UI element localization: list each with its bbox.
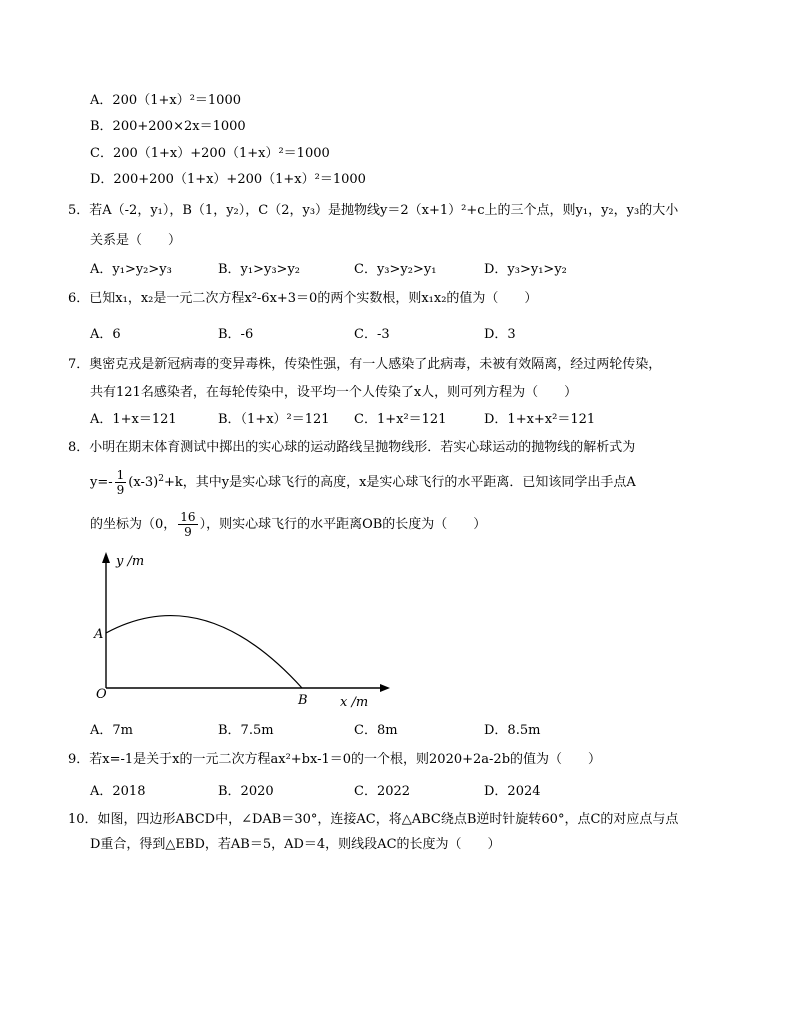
x-axis-label: x /m — [340, 695, 369, 710]
q8-stem-line2-text: ，其中y是实心球飞行的高度，x是实心球飞行的水平距离．已知该同学出手点A — [182, 475, 636, 490]
q7-stem-line1: 7．奥密克戎是新冠病毒的变异毒株，传染性强，有一人感染了此病毒，未被有效隔离，经过两轮传染， — [68, 357, 662, 372]
q8-fraction-num: 1 — [116, 468, 125, 482]
q8-formula-prefix: y=- — [90, 475, 113, 490]
q8-formula-fraction — [115, 468, 127, 497]
q7-option-b: B．（1+x）²＝121 — [218, 412, 330, 427]
q8-option-d: D．8.5m — [484, 723, 541, 738]
q10-stem-line1: 10．如图，四边形ABCD中，∠DAB＝30°，连接AC，将△ABC绕点B逆时针旋转60°，点C的对应点与点 — [68, 812, 679, 827]
q8-line3-text: ），则实心球飞行的水平距离OB的长度为（ ） — [199, 517, 487, 532]
y-axis-label: y /m — [116, 554, 145, 569]
q8-fraction-den: 9 — [116, 483, 125, 497]
point-b-label: B — [298, 693, 308, 708]
q8-formula-body: (x-3) — [128, 475, 159, 490]
q7-option-d: D．1+x+x²＝121 — [484, 412, 596, 427]
q8-option-c: C．8m — [354, 723, 398, 738]
q8-formula-suffix: +k — [163, 475, 183, 490]
q8-point-a-fraction — [178, 510, 197, 539]
q8-formula-exponent: 2 — [158, 474, 164, 484]
q8-line3-prefix: 的坐标为（0， — [90, 517, 177, 532]
q6-stem: 6．已知x₁，x₂是一元二次方程x²-6x+3＝0的两个实数根，则x₁x₂的值为（ ） — [68, 291, 538, 306]
q10-stem-line2: D重合，得到△EBD，若AB＝5，AD＝4，则线段AC的长度为（ ） — [90, 837, 501, 852]
q5-option-c: C．y₃>y₂>y₁ — [354, 262, 437, 277]
parabola-curve — [106, 616, 302, 688]
q5-option-b: B．y₁>y₃>y₂ — [218, 262, 301, 277]
point-a-label: A — [94, 627, 104, 642]
q9-option-b: B．2020 — [218, 784, 274, 799]
q4-option-d: D．200+200（1+x）+200（1+x）²＝1000 — [90, 172, 366, 187]
origin-label: O — [96, 687, 107, 702]
q9-option-d: D．2024 — [484, 784, 541, 799]
q6-option-b: B．-6 — [218, 327, 254, 342]
q5-stem-line2: 关系是（ ） — [90, 233, 182, 248]
q4-option-a: A．200（1+x）²＝1000 — [90, 93, 241, 108]
q8-point-fraction-den: 9 — [184, 525, 192, 539]
y-axis-arrow-icon — [102, 552, 110, 563]
q9-option-a: A．2018 — [90, 784, 146, 799]
q8-stem-line3 — [90, 508, 486, 542]
q5-option-d: D．y₃>y₁>y₂ — [484, 262, 567, 277]
q4-option-c: C．200（1+x）+200（1+x）²＝1000 — [90, 146, 330, 161]
q8-trajectory-graph — [84, 546, 404, 716]
q9-stem: 9．若x=-1是关于x的一元二次方程ax²+bx-1＝0的一个根，则2020+2a-2b的值为（ ） — [68, 752, 602, 767]
q6-option-a: A．6 — [90, 327, 121, 342]
q9-option-c: C．2022 — [354, 784, 411, 799]
q7-stem-line2: 共有121名感染者，在每轮传染中，设平均一个人传染了x人，则可列方程为（ ） — [90, 385, 578, 400]
q7-option-a: A．1+x＝121 — [90, 412, 177, 427]
q8-option-b: B．7.5m — [218, 723, 274, 738]
q8-stem-line2 — [90, 466, 636, 500]
q8-point-fraction-num: 16 — [180, 510, 196, 524]
x-axis-arrow-icon — [380, 684, 390, 692]
q6-option-d: D．3 — [484, 327, 516, 342]
q8-option-a: A．7m — [90, 723, 133, 738]
q5-option-a: A．y₁>y₂>y₃ — [90, 262, 172, 277]
q8-stem-line1: 8．小明在期末体育测试中掷出的实心球的运动路线呈抛物线形．若实心球运动的抛物线的解析式为 — [68, 440, 636, 455]
q5-stem-line1: 5．若A（-2，y₁），B（1，y₂），C（2，y₃）是抛物线y＝2（x+1）²+c上的三个点，则y₁，y₂，y₃的大小 — [68, 203, 679, 218]
q7-option-c: C．1+x²＝121 — [354, 412, 447, 427]
q4-option-b: B．200+200×2x＝1000 — [90, 119, 246, 134]
q6-option-c: C．-3 — [354, 327, 390, 342]
